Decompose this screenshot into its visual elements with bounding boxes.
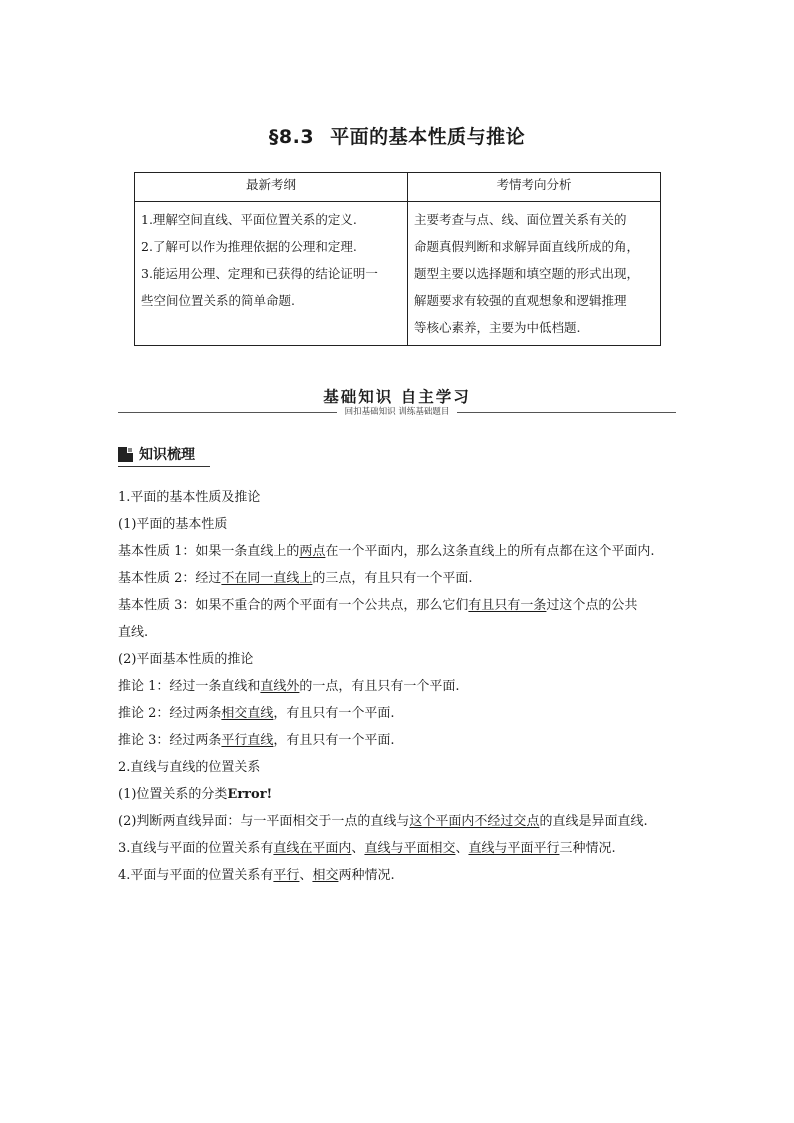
syllabus-cell bbox=[135, 202, 408, 346]
blank-answer: 直线外 bbox=[260, 679, 300, 694]
blank-answer: 两点 bbox=[299, 544, 326, 559]
heading-3: 3.直线与平面的位置关系有直线在平面内、直线与平面相交、直线与平面平行三种情况. bbox=[118, 841, 616, 856]
blank-answer: 相交直线 bbox=[221, 706, 274, 721]
skew-lines-rule: (2)判断两直线异面：与一平面相交于一点的直线与这个平面内不经过交点的直线是异面直线. bbox=[118, 814, 648, 829]
page-title bbox=[0, 122, 794, 149]
corollary-2: 推论 2：经过两条相交直线，有且只有一个平面. bbox=[118, 706, 395, 721]
syllabus-line: 些空间位置关系的简单命题. bbox=[141, 293, 295, 308]
heading-4: 4.平面与平面的位置关系有平行、相交两种情况. bbox=[118, 868, 395, 883]
table-header-analysis: 考情考向分析 bbox=[408, 173, 661, 202]
blank-answer: 平行直线 bbox=[221, 733, 274, 748]
knowledge-underline bbox=[118, 466, 210, 467]
heading-2: 2.直线与直线的位置关系 bbox=[118, 760, 261, 775]
heading-1: 1.平面的基本性质及推论 bbox=[118, 490, 261, 505]
property-3-continued: 直线. bbox=[118, 625, 149, 640]
blank-answer: 平行 bbox=[273, 868, 300, 883]
section-number: §8.3 bbox=[268, 126, 315, 148]
property-3: 基本性质 3：如果不重合的两个平面有一个公共点，那么它们有且只有一条过这个点的公共 bbox=[118, 598, 638, 613]
property-2: 基本性质 2：经过不在同一直线上的三点，有且只有一个平面. bbox=[118, 571, 473, 586]
blank-answer: 不在同一直线上 bbox=[221, 571, 313, 586]
syllabus-line: 2.了解可以作为推理依据的公理和定理. bbox=[141, 239, 357, 254]
blank-answer: 有且只有一条 bbox=[468, 598, 547, 613]
syllabus-line: 1.理解空间直线、平面位置关系的定义. bbox=[141, 212, 357, 227]
blank-answer: 直线与平面相交 bbox=[364, 841, 456, 856]
analysis-line: 命题真假判断和求解异面直线所成的角， bbox=[414, 239, 640, 254]
corollary-3: 推论 3：经过两条平行直线，有且只有一个平面. bbox=[118, 733, 395, 748]
analysis-cell bbox=[408, 202, 661, 346]
analysis-line: 解题要求有较强的直观想象和逻辑推理 bbox=[414, 293, 627, 308]
section-header-subtitle: 回扣基础知识 训练基础题目 bbox=[337, 407, 458, 417]
section-title: 平面的基本性质与推论 bbox=[330, 126, 526, 148]
corollary-1: 推论 1：经过一条直线和直线外的一点，有且只有一个平面. bbox=[118, 679, 460, 694]
blank-answer: 直线与平面平行 bbox=[468, 841, 560, 856]
analysis-line: 题型主要以选择题和填空题的形式出现， bbox=[414, 266, 640, 281]
square-corner-icon bbox=[118, 447, 133, 462]
blank-answer: 直线在平面内 bbox=[273, 841, 352, 856]
table-header-syllabus: 最新考纲 bbox=[135, 173, 408, 202]
blank-answer: 这个平面内不经过交点 bbox=[409, 814, 540, 829]
relation-classification: (1)位置关系的分类Error! bbox=[118, 787, 273, 802]
exam-outline-table bbox=[134, 172, 661, 346]
knowledge-content bbox=[118, 484, 684, 889]
property-1: 基本性质 1：如果一条直线上的两点在一个平面内，那么这条直线上的所有点都在这个平面内. bbox=[118, 544, 655, 559]
subheading-2: (2)平面基本性质的推论 bbox=[118, 652, 254, 667]
analysis-line: 等核心素养，主要为中低档题. bbox=[414, 320, 581, 335]
subheading-1: (1)平面的基本性质 bbox=[118, 517, 228, 532]
syllabus-line: 3.能运用公理、定理和已获得的结论证明一 bbox=[141, 266, 378, 281]
blank-answer: 相交 bbox=[312, 868, 339, 883]
knowledge-heading bbox=[118, 444, 195, 464]
error-marker: Error! bbox=[227, 787, 273, 802]
knowledge-label: 知识梳理 bbox=[139, 447, 195, 463]
analysis-line: 主要考查与点、线、面位置关系有关的 bbox=[414, 212, 627, 227]
section-header-title: 基础知识 自主学习 bbox=[323, 388, 471, 406]
